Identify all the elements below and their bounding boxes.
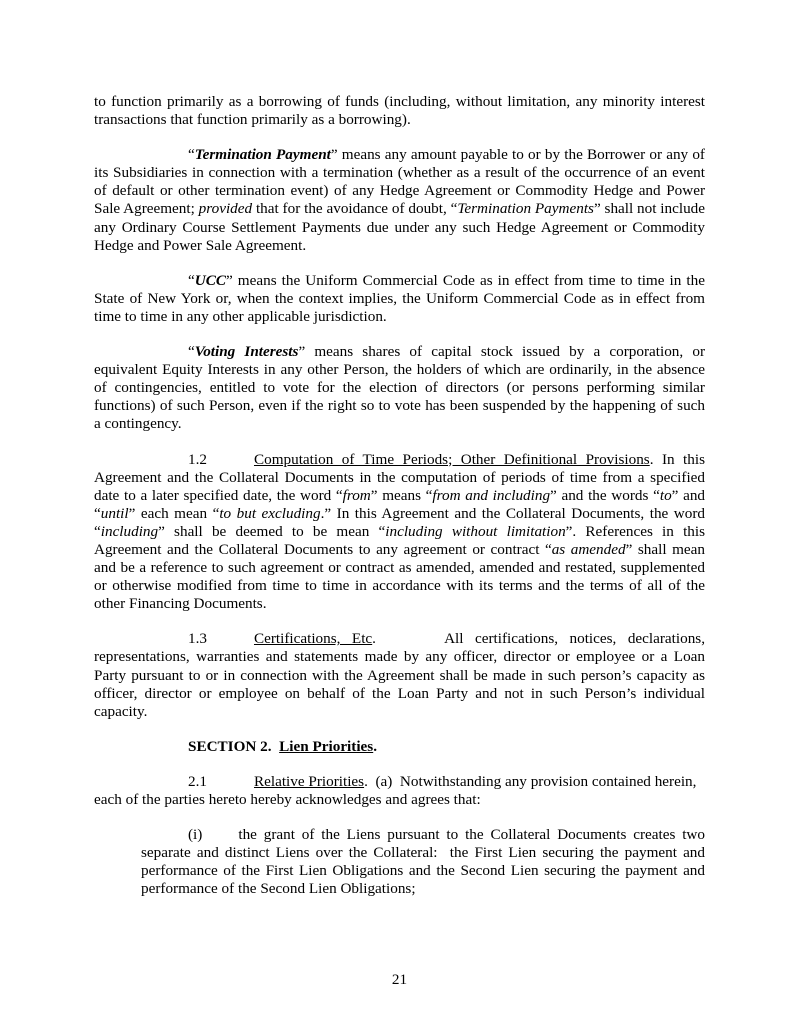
definition-termination-payment: “Termination Payment” means any amount payable to or by the Borrower or any of its Subsidiaries in connection with a termination (whether as a result of the occurrence of an event of default or other termination event) of any Hedge Agreement or Commodity Hedge and Power Sale Agreement; provided that for the avoidance of doubt, “Termination Payments” shall not include any Ordinary Course Settlement Payments due under any such Hedge Agreement or Commodity Hedge and Power Sale Agreement. bbox=[94, 146, 705, 254]
section-title: Computation of Time Periods; Other Definitional Provisions bbox=[253, 450, 650, 468]
defined-term: Voting Interests bbox=[194, 343, 299, 361]
document-page bbox=[94, 93, 709, 915]
item-number: (i) bbox=[188, 826, 203, 844]
definition-ucc: “UCC” means the Uniform Commercial Code as in effect from time to time in the State of New York or, when the context implies, the Uniform Commercial Code as in effect from time to time in any other applicable jurisdiction. bbox=[94, 271, 705, 325]
defined-term: Termination Payment bbox=[194, 146, 331, 164]
section-number: 1.3 bbox=[188, 630, 207, 648]
definition-voting-interests: “Voting Interests” means shares of capital stock issued by a corporation, or equivalent Equity Interests in any other Person, the holders of which are ordinarily, in the absence of contingencies, entitled to vote for the election of directors (or persons performing similar functions) of such Person, even if the right so to vote has been suspended by the happening of such a contingency. bbox=[94, 343, 705, 433]
section-title: Lien Priorities bbox=[279, 737, 374, 755]
section-1-2: 1.2 Computation of Time Periods; Other Definitional Provisions. In this Agreement and the Collateral Documents in the computation of periods of time from a specified date to a later specified date, the word “from” means “from and including” and the words “to” and “until” each mean “to but excluding.” In this Agreement and the Collateral Documents, the word “including” shall be deemed to be mean “including without limitation”. References in this Agreement and the Collateral Documents to any agreement or contract “as amended” shall mean and be a reference to such agreement or contract as amended, amended and restated, supplemented or otherwise modified from time to time in accordance with its terms and the terms of all of the other Financing Documents. bbox=[94, 450, 706, 613]
list-item-i: (i) the grant of the Liens pursuant to the Collateral Documents creates two separate and distinct Liens over the Collateral: the First Lien securing the payment and performance of the First Lien Obligations and the Second Lien securing the payment and performance of the Second Lien Obligations; bbox=[141, 826, 709, 898]
section-2-heading: SECTION 2. Lien Priorities. bbox=[188, 737, 378, 755]
section-title: Certifications, Etc bbox=[253, 630, 373, 648]
section-1-3: 1.3 Certifications, Etc. All certifications, notices, declarations, representations, warranties and statements made by any officer, director or employee or a Loan Party pursuant to or in connection with the Agreement shall be made in such person’s capacity as officer, director or employee on behalf of the Loan Party and not in such Person’s individual capacity. bbox=[94, 630, 709, 720]
defined-term: UCC bbox=[194, 271, 226, 289]
page-number: 21 bbox=[391, 971, 408, 988]
section-number: 2.1 bbox=[188, 772, 207, 790]
section-2-1: 2.1 Relative Priorities. (a) Notwithstanding any provision contained herein, each of the parties hereto hereby acknowledges and agrees that: bbox=[94, 772, 701, 808]
section-title: Relative Priorities bbox=[253, 772, 365, 790]
section-number: 1.2 bbox=[188, 450, 207, 468]
paragraph-continuation: to function primarily as a borrowing of funds (including, without limitation, any minority interest transactions that function primarily as a borrowing). bbox=[94, 93, 705, 129]
